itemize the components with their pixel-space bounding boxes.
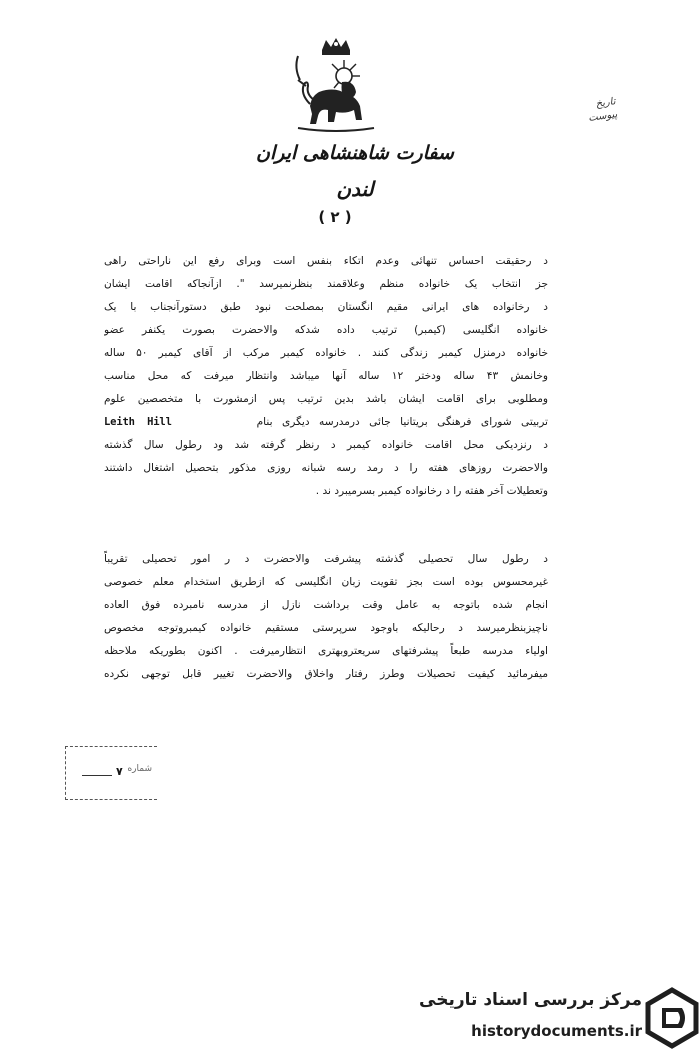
text-line: اولیاء مدرسه طبعاً پیشرفتهای سریعتروبهتری انتظارمیرفت . اکنون بطوریکه ملاحظه <box>104 645 548 657</box>
text-line: د رحقیقت احساس تنهائی وعدم اتکاء بنفس است وبرای رفع این ناراحتی راهی <box>104 255 548 267</box>
text-line: جز انتخاب یک خانواده منظم وعلاقمند بنظرنمیرسد ". ازآنجاکه اقامت ایشان <box>104 278 548 290</box>
watermark <box>410 980 700 1054</box>
stamp-number: ٧ <box>116 765 123 778</box>
text-line: خانواده انگلیسی (کیمبر) ترتیب داده شدکه والاحضرت بصورت یکنفر عضو <box>104 324 548 336</box>
paragraph-2 <box>104 548 548 686</box>
attachment-label: پیوست <box>587 109 619 124</box>
text-line: وخانمش ۴۳ ساله ودختر ۱۲ ساله آنها میباشد وانتظار میرفت که محل مناسب <box>104 370 548 382</box>
text-line: انجام شده باتوجه به عامل وقت برداشت نازل از مدرسه نامبرده فوق العاده <box>104 599 548 611</box>
page-number: ( ۲ ) <box>318 208 352 226</box>
lion-and-sun-crown-icon <box>288 36 384 136</box>
text-line: والاحضرت روزهای هفته را د رمد رسه شبانه روزی مذکور بتحصیل اشتغال داشتند <box>104 462 548 474</box>
archive-stamp <box>65 746 157 800</box>
date-attachment-note <box>571 95 621 147</box>
text-line-with-school <box>104 411 548 434</box>
text-line: ناچیزبنظرمیرسد د رحالیکه باوجود سرپرستی مستقیم خانواده کیمبروتوجه مخصوص <box>104 622 548 634</box>
watermark-title: مرکز بررسی اسناد تاریخی <box>419 990 642 1010</box>
stamp-line <box>82 775 112 776</box>
text-line: د رطول سال تحصیلی گذشته پیشرفت والاحضرت د ر امور تحصیلی تقریباً <box>104 553 548 565</box>
text-line: میفرمائید کیفیت تحصیلات وطرز رفتار واخلاق والاحضرت تغییر قابل توجهی نکرده <box>104 668 548 680</box>
text-line: غیرمحسوس بوده است بجز تقویت زبان انگلیسی که ازطریق استخدام معلم خصوصی <box>104 576 548 588</box>
stamp-label: شماره <box>127 764 152 774</box>
city-title: لندن <box>336 177 374 201</box>
text-line: خانواده درمنزل کیمبر زندگی کنند . خانواده کیمبر مرکب از آقای کیمبر ۵۰ ساله <box>104 347 548 359</box>
paragraph-1 <box>104 250 548 503</box>
text-line: د رخانواده های ایرانی مقیم انگستان بمصلحت نبود طبق دستورآنجناب با یک <box>104 301 548 313</box>
school-name: Leith Hill <box>104 416 172 428</box>
date-label: تاریخ <box>595 96 617 110</box>
document-center-logo-icon <box>644 986 700 1050</box>
text-line: وتعطیلات آخر هفته را د رخانواده کیمبر بسرمیبرد ند . <box>315 485 548 497</box>
text-segment: تربیتی شورای فرهنگی بریتانیا جائی درمدرسه دیگری بنام <box>256 416 548 428</box>
text-line: ومطلوبی برای اقامت ایشان باشد بدین ترتیب پس ازمشورت با متخصصین علوم <box>104 393 548 405</box>
watermark-url: historydocuments.ir <box>471 1022 642 1040</box>
text-line: د رنزدیکی محل اقامت خانواده کیمبر د رنظر گرفته شد ود رطول سال گذشته <box>104 439 548 451</box>
embassy-title: سفارت شاهنشاهی ایران <box>256 142 454 164</box>
